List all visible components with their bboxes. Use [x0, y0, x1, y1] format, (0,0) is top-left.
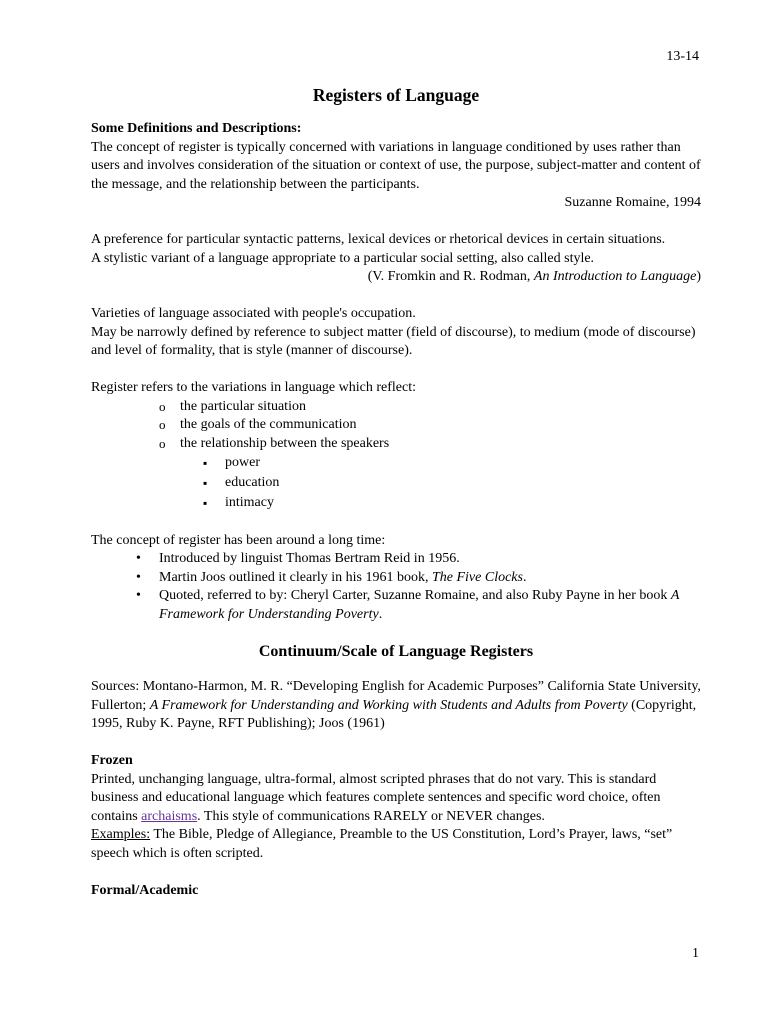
sources-paragraph: Sources: Montano-Harmon, M. R. “Developing English for Academic Purposes” California State University, Fullerton; A Framework for Understanding and Working with Students and Adults from Poverty (Copyright, 1995, Ruby K. Payne, RFT Publishing); Joos (1961) [91, 679, 701, 731]
page-number: 1 [692, 946, 699, 961]
page-code: 13-14 [666, 49, 699, 64]
relationship-list [91, 453, 701, 513]
archaisms-link[interactable]: archaisms [141, 808, 198, 824]
document-body [91, 84, 701, 900]
definition-romaine: The concept of register is typically concerned with variations in language conditioned by uses rather than users and involves consideration of the situation or context of use, the purpose, subject-matter and content of the message, and the relationship between the participants. [91, 139, 701, 192]
history-intro: The concept of register has been around a long time: [91, 532, 386, 548]
list-item: o the particular situation [91, 398, 701, 417]
list-item: • Quoted, referred to by: Cheryl Carter, Suzanne Romaine, and also Ruby Payne in her book A Framework for Understanding Poverty. [91, 587, 701, 624]
list-item: o the relationship between the speakers [91, 435, 701, 454]
definition-fromkin-source: (V. Fromkin and R. Rodman, An Introduction to Language) [367, 269, 701, 284]
page-title: Registers of Language [312, 85, 480, 105]
reflect-intro: Register refers to the variations in language which reflect: [91, 380, 416, 395]
frozen-description: Printed, unchanging language, ultra-formal, almost scripted phrases that do not vary. This is standard business and educational language which features complete sentences and specific word choice, often contains archaisms. This style of communications RARELY or NEVER changes. [91, 771, 661, 824]
history-list [91, 550, 701, 624]
section-title-continuum: Continuum/Scale of Language Registers [258, 643, 534, 660]
definition-occupation: Varieties of language associated with people's occupation. [91, 306, 416, 321]
frozen-heading: Frozen [91, 753, 133, 768]
list-item: o the goals of the communication [91, 416, 701, 435]
list-item: ▪ power [91, 453, 701, 473]
definition-narrow: May be narrowly defined by reference to subject matter (field of discourse), to medium (mode of discourse) and level of formality, that is style (manner of discourse). [91, 324, 696, 358]
definitions-heading: Some Definitions and Descriptions: [91, 121, 302, 136]
definition-stylistic-variant: A stylistic variant of a language appropriate to a particular social setting, also called style. [91, 250, 595, 266]
formal-academic-heading: Formal/Academic [91, 882, 199, 898]
list-item: • Martin Joos outlined it clearly in his 1961 book, The Five Clocks. [91, 569, 701, 588]
list-item: ▪ education [91, 473, 701, 493]
list-item: ▪ intimacy [91, 493, 701, 513]
reflect-list [91, 398, 701, 454]
definition-preference: A preference for particular syntactic patterns, lexical devices or rhetorical devices in certain situations. [91, 232, 666, 247]
list-item: • Introduced by linguist Thomas Bertram Reid in 1956. [91, 550, 701, 569]
frozen-examples: Examples: The Bible, Pledge of Allegiance, Preamble to the US Constitution, Lord’s Prayer, laws, “set” speech which is often scripted. [91, 827, 673, 861]
definition-romaine-source: Suzanne Romaine, 1994 [564, 195, 701, 210]
